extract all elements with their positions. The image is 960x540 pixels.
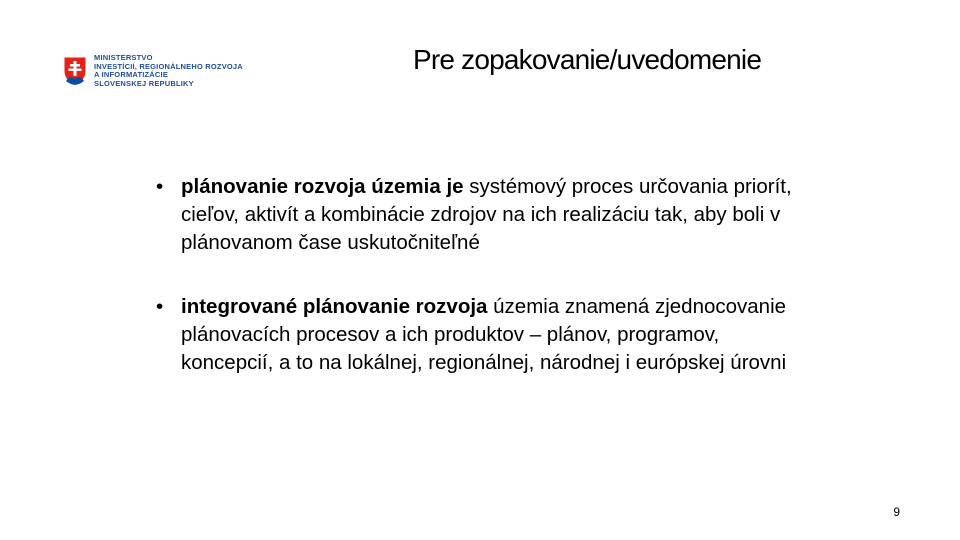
bullet-list [156, 173, 806, 377]
slovak-coat-of-arms-icon [62, 55, 88, 87]
page-number: 9 [893, 505, 900, 519]
logo-text [94, 54, 243, 88]
slide-title: Pre zopakovanie/uvedomenie [413, 44, 762, 75]
bullet-bold-term: plánovanie rozvoja územia je [181, 175, 464, 198]
logo-line: INVESTÍCIÍ, REGIONÁLNEHO ROZVOJA [94, 61, 243, 71]
bullet-marker: • [156, 295, 164, 318]
logo-line: MINISTERSTVO [94, 53, 153, 62]
ministry-logo [62, 54, 243, 88]
bullet-item [156, 173, 806, 257]
bullet-text: systémový proces určovania priorít, cieľov, aktivít a kombinácie zdrojov na ich realizáciu tak, aby boli v plánovanom čase uskutočniteľné [181, 175, 792, 254]
logo-line: SLOVENSKEJ REPUBLIKY [94, 78, 194, 88]
bullet-marker: • [156, 175, 164, 198]
bullet-bold-term: integrované plánovanie rozvoja [181, 295, 488, 318]
bullet-item [156, 293, 806, 377]
bullet-text: územia znamená zjednocovanie plánovacích procesov a ich produktov – plánov, programov, koncepcií, a to na lokálnej, regionálnej, národnej i európskej úrovni [181, 295, 787, 374]
logo-line: A INFORMATIZÁCIE [94, 70, 169, 80]
